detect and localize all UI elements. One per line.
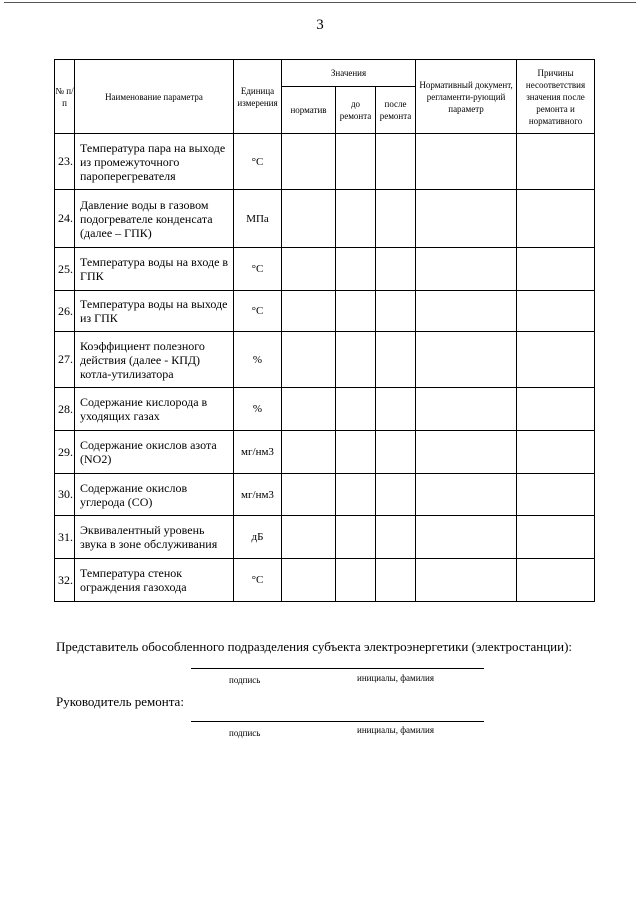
table-row bbox=[55, 134, 595, 190]
after-repair-cell bbox=[376, 559, 416, 602]
unit-cell: % bbox=[234, 388, 282, 431]
header-normative-document: Нормативный документ, регламенти-рующий параметр bbox=[416, 60, 517, 134]
normative-document-cell bbox=[416, 248, 517, 291]
norm-cell bbox=[282, 134, 336, 190]
normative-document-cell bbox=[416, 516, 517, 559]
norm-cell bbox=[282, 248, 336, 291]
normative-document-cell bbox=[416, 190, 517, 248]
after-repair-cell bbox=[376, 190, 416, 248]
representative-signature-line bbox=[191, 668, 484, 669]
unit-cell: °С bbox=[234, 248, 282, 291]
row-number: 31. bbox=[55, 516, 75, 559]
parameter-name: Температура стенок ограждения газохода bbox=[75, 559, 234, 602]
row-number: 29. bbox=[55, 431, 75, 474]
table-row bbox=[55, 190, 595, 248]
after-repair-cell bbox=[376, 388, 416, 431]
norm-cell bbox=[282, 474, 336, 516]
before-repair-cell bbox=[336, 388, 376, 431]
parameter-name: Содержание кислорода в уходящих газах bbox=[75, 388, 234, 431]
reasons-cell bbox=[517, 516, 595, 559]
before-repair-cell bbox=[336, 134, 376, 190]
unit-cell: °С bbox=[234, 291, 282, 332]
parameter-name: Температура воды на выходе из ГПК bbox=[75, 291, 234, 332]
unit-cell: дБ bbox=[234, 516, 282, 559]
repair-head-signature-caption: подпись bbox=[229, 728, 261, 738]
parameter-name: Коэффициент полезного действия (далее - КПД) котла-утилизатора bbox=[75, 332, 234, 388]
row-number: 28. bbox=[55, 388, 75, 431]
normative-document-cell bbox=[416, 332, 517, 388]
header-after-repair: после ремонта bbox=[376, 87, 416, 134]
page-number: 3 bbox=[316, 17, 324, 33]
header-norm: норматив bbox=[282, 87, 336, 134]
row-number: 27. bbox=[55, 332, 75, 388]
row-number: 26. bbox=[55, 291, 75, 332]
table-row bbox=[55, 559, 595, 602]
table-row bbox=[55, 431, 595, 474]
norm-cell bbox=[282, 332, 336, 388]
normative-document-cell bbox=[416, 291, 517, 332]
after-repair-cell bbox=[376, 516, 416, 559]
before-repair-cell bbox=[336, 248, 376, 291]
unit-cell: °С bbox=[234, 559, 282, 602]
after-repair-cell bbox=[376, 332, 416, 388]
norm-cell bbox=[282, 516, 336, 559]
normative-document-cell bbox=[416, 559, 517, 602]
reasons-cell bbox=[517, 332, 595, 388]
norm-cell bbox=[282, 388, 336, 431]
parameter-name: Содержание окислов азота (NO2) bbox=[75, 431, 234, 474]
table-row bbox=[55, 516, 595, 559]
parameter-name: Давление воды в газовом подогревателе конденсата (далее – ГПК) bbox=[75, 190, 234, 248]
table-row bbox=[55, 248, 595, 291]
repair-head-title: Руководитель ремонта: bbox=[56, 694, 184, 709]
representative-name-caption: инициалы, фамилия bbox=[357, 673, 434, 683]
representative-title: Представитель обособленного подразделения субъекта электроэнергетики (электростанции): bbox=[56, 639, 573, 654]
before-repair-cell bbox=[336, 559, 376, 602]
representative-signature-caption: подпись bbox=[229, 675, 261, 685]
table-row bbox=[55, 474, 595, 516]
norm-cell bbox=[282, 431, 336, 474]
after-repair-cell bbox=[376, 248, 416, 291]
after-repair-cell bbox=[376, 474, 416, 516]
reasons-cell bbox=[517, 474, 595, 516]
before-repair-cell bbox=[336, 332, 376, 388]
unit-cell: °С bbox=[234, 134, 282, 190]
unit-cell: % bbox=[234, 332, 282, 388]
reasons-cell bbox=[517, 388, 595, 431]
after-repair-cell bbox=[376, 431, 416, 474]
unit-cell: мг/нм3 bbox=[234, 474, 282, 516]
header-unit: Единица измерения bbox=[234, 60, 282, 134]
reasons-cell bbox=[517, 190, 595, 248]
unit-cell: МПа bbox=[234, 190, 282, 248]
parameters-table bbox=[54, 59, 595, 602]
before-repair-cell bbox=[336, 474, 376, 516]
norm-cell bbox=[282, 291, 336, 332]
table-row bbox=[55, 388, 595, 431]
reasons-cell bbox=[517, 134, 595, 190]
normative-document-cell bbox=[416, 474, 517, 516]
table-row bbox=[55, 291, 595, 332]
norm-cell bbox=[282, 190, 336, 248]
table-row bbox=[55, 332, 595, 388]
header-num: № п/п bbox=[55, 60, 75, 134]
parameter-name: Содержание окислов углерода (СО) bbox=[75, 474, 234, 516]
normative-document-cell bbox=[416, 134, 517, 190]
before-repair-cell bbox=[336, 431, 376, 474]
row-number: 32. bbox=[55, 559, 75, 602]
reasons-cell bbox=[517, 431, 595, 474]
header-values: Значения bbox=[282, 60, 416, 87]
parameter-name: Температура воды на входе в ГПК bbox=[75, 248, 234, 291]
row-number: 25. bbox=[55, 248, 75, 291]
norm-cell bbox=[282, 559, 336, 602]
before-repair-cell bbox=[336, 291, 376, 332]
before-repair-cell bbox=[336, 190, 376, 248]
normative-document-cell bbox=[416, 388, 517, 431]
header-parameter-name: Наименование параметра bbox=[75, 60, 234, 134]
repair-head-name-caption: инициалы, фамилия bbox=[357, 725, 434, 735]
row-number: 24. bbox=[55, 190, 75, 248]
parameter-name: Эквивалентный уровень звука в зоне обслуживания bbox=[75, 516, 234, 559]
header-reasons: Причины несоответствия значения после ремонта и нормативного bbox=[517, 60, 595, 134]
reasons-cell bbox=[517, 291, 595, 332]
row-number: 30. bbox=[55, 474, 75, 516]
after-repair-cell bbox=[376, 134, 416, 190]
repair-head-signature-line bbox=[191, 721, 484, 722]
normative-document-cell bbox=[416, 431, 517, 474]
reasons-cell bbox=[517, 559, 595, 602]
after-repair-cell bbox=[376, 291, 416, 332]
top-border-line bbox=[4, 2, 636, 3]
unit-cell: мг/нм3 bbox=[234, 431, 282, 474]
row-number: 23. bbox=[55, 134, 75, 190]
parameter-name: Температура пара на выходе из промежуточного пароперегревателя bbox=[75, 134, 234, 190]
before-repair-cell bbox=[336, 516, 376, 559]
reasons-cell bbox=[517, 248, 595, 291]
header-before-repair: до ремонта bbox=[336, 87, 376, 134]
